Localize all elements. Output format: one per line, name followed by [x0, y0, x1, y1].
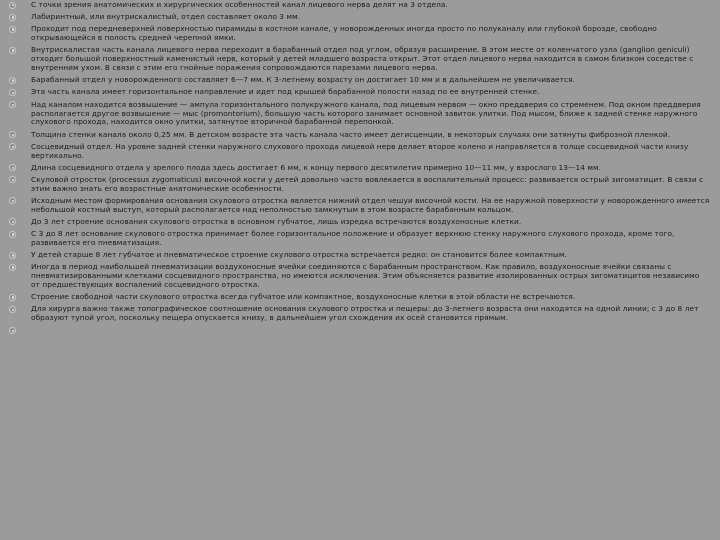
paragraph-text: Длина сосцевидного отдела у зрелого плода здесь достигает 6 мм, к концу первого десятилетия примерно 10—11 мм, у взрослого 13—14 мм.: [31, 162, 602, 172]
paragraph-text: С 3 до 8 лет основание скулового отростка принимает более горизонтальное положение и образует верхнюю стенку наружного слухового прохода, кроме того, развивается его пневматизация.: [31, 229, 675, 248]
bullet-icon: [9, 131, 31, 140]
bullet-icon: [9, 1, 31, 10]
list-item: [9, 218, 710, 227]
paragraph-text: Строение свободной части скулового отростка всегда губчатое или компактное, воздухоносные клетки в этой области не встречаются.: [31, 292, 576, 302]
list-item: [9, 88, 710, 97]
bullet-icon: [9, 101, 31, 110]
paragraph-text: Скуловой отросток (processus zygomaticus) височной кости у детей довольно часто вовлекается в воспалительный процесс: развивается острый зигоматицит. В связи с этим важно знать его возрастные анатомические особенности.: [31, 174, 704, 193]
bullet-icon: [9, 326, 31, 335]
paragraph-text: Сосцевидный отдел. На уровне задней стенки наружного слухового прохода лицевой нерв делает второе колено и направляется в толще сосцевидной части книзу вертикально.: [31, 141, 689, 160]
paragraph-text: С точки зрения анатомических и хирургических особенностей канал лицевого нерва делят на 3 отдела.: [31, 0, 448, 9]
list-item: [9, 164, 710, 173]
bullet-icon: [9, 88, 31, 97]
paragraph-text: Толщина стенки канала около 0,25 мм. В детском возрасте эта часть канала часто имеет дегисценции, в некоторых случаях они затянуты фиброзной пленкой.: [31, 129, 671, 139]
paragraph-text: Исходным местом формирования основания скулового отростка является нижний отдел чешуи височной кости. На ее наружной поверхности у новорожденного имеется небольшой костный выступ, который располагается над неполностью замкнутым в этом возрасте барабанным кольцом.: [31, 195, 710, 214]
bullet-icon: [9, 293, 31, 302]
bullet-icon: [9, 197, 31, 206]
list-item: [9, 1, 710, 10]
bullet-icon: [9, 305, 31, 314]
paragraph-text: Над каналом находится возвышение — ампула горизонтального полукружного канала, под лицевым нервом — окно преддверия со стременем. Под окном преддверия располагается другое возвышение — мыс (promontorium), большую часть которого занимает основной завиток улитки. Под мысом, ближе к задней стенке наружного слухового прохода, находится окно улитки, затянутое вторичной барабанной перепонкой.: [31, 99, 701, 127]
list-item: [9, 25, 710, 43]
bullet-icon: [9, 46, 31, 55]
list-item: [9, 326, 710, 335]
bullet-icon: [9, 25, 31, 34]
bullet-icon: [9, 164, 31, 173]
bullet-icon: [9, 263, 31, 272]
list-item: [9, 143, 710, 161]
list-item: [9, 197, 710, 215]
paragraph-text: Иногда в период наибольшей пневматизации воздухоносные ячейки соединяются с барабанным пространством. Как правило, воздухоносные ячейки связаны с пневматизированными клетками сосцевидного пространства, но имеются исключения. Этим объясняется развитие изолированных острых зигоматицитов независимо от предшествующих воспалений сосцевидного отростка.: [31, 262, 700, 290]
list-item: [9, 101, 710, 128]
list-item: [9, 46, 710, 73]
paragraph-text: Внутрискалистая часть канала лицевого нерва переходит в барабанный отдел под углом, образуя расширение. В этом месте от коленчатого узла (ganglion geniculi) отходит большой поверхностный каменистый нерв, который у детей младшего возраста открыт. Этот отдел лицевого нерва находится в самом близком соседстве с внутренним ухом. В связи с этим его гнойные поражения сопровождаются парезами лицевого нерва.: [31, 45, 694, 73]
list-item: [9, 263, 710, 290]
list-item: [9, 305, 710, 323]
paragraph-text: Барабанный отдел у новорожденного составляет 6—7 мм. К 3-летнему возрасту он достигает 10 мм и в дальнейшем не увеличивается.: [31, 75, 575, 85]
list-item: [9, 293, 710, 302]
bullet-icon: [9, 13, 31, 22]
list-item: [9, 230, 710, 248]
paragraph-text: Эта часть канала имеет горизонтальное направление и идет под крышей барабанной полости назад по ее внутренней стенке.: [31, 87, 540, 97]
list-item: [9, 76, 710, 85]
paragraph-text: Лабиринтный, или внутрискалистый, отдел составляет около 3 мм.: [31, 12, 301, 22]
paragraph-text: Для хирурга важно также топографическое соотношение основания скулового отростка и пещеры: до 3-летнего возраста они находятся на одной линии; с 3 до 8 лет образуют тупой угол, поскольку пещера опускается книзу, в дальнейшем угол схождения их осей становится прямым.: [31, 304, 699, 323]
list-item: [9, 131, 710, 140]
bullet-icon: [9, 230, 31, 239]
bullet-icon: [9, 76, 31, 85]
bullet-list: [9, 1, 710, 335]
paragraph-text: У детей старше 8 лет губчатое и пневматическое строение скулового отростка встречается редко: он становится более компактным.: [31, 250, 567, 260]
bullet-icon: [9, 251, 31, 260]
paragraph-text: Проходит под передневерхней поверхностью пирамиды в костном канале, у новорожденных иногда просто по полуканалу или глубокой борозде, свободно открывающейся в полость средней черепной ямки.: [31, 24, 657, 43]
list-item: [9, 251, 710, 260]
bullet-icon: [9, 143, 31, 152]
bullet-icon: [9, 176, 31, 185]
bullet-icon: [9, 218, 31, 227]
list-item: [9, 176, 710, 194]
list-item: [9, 13, 710, 22]
paragraph-text: До 3 лет строение основания скулового отростка в основном губчатое, лишь изредка встречаются воздухоносные клетки.: [31, 216, 522, 226]
